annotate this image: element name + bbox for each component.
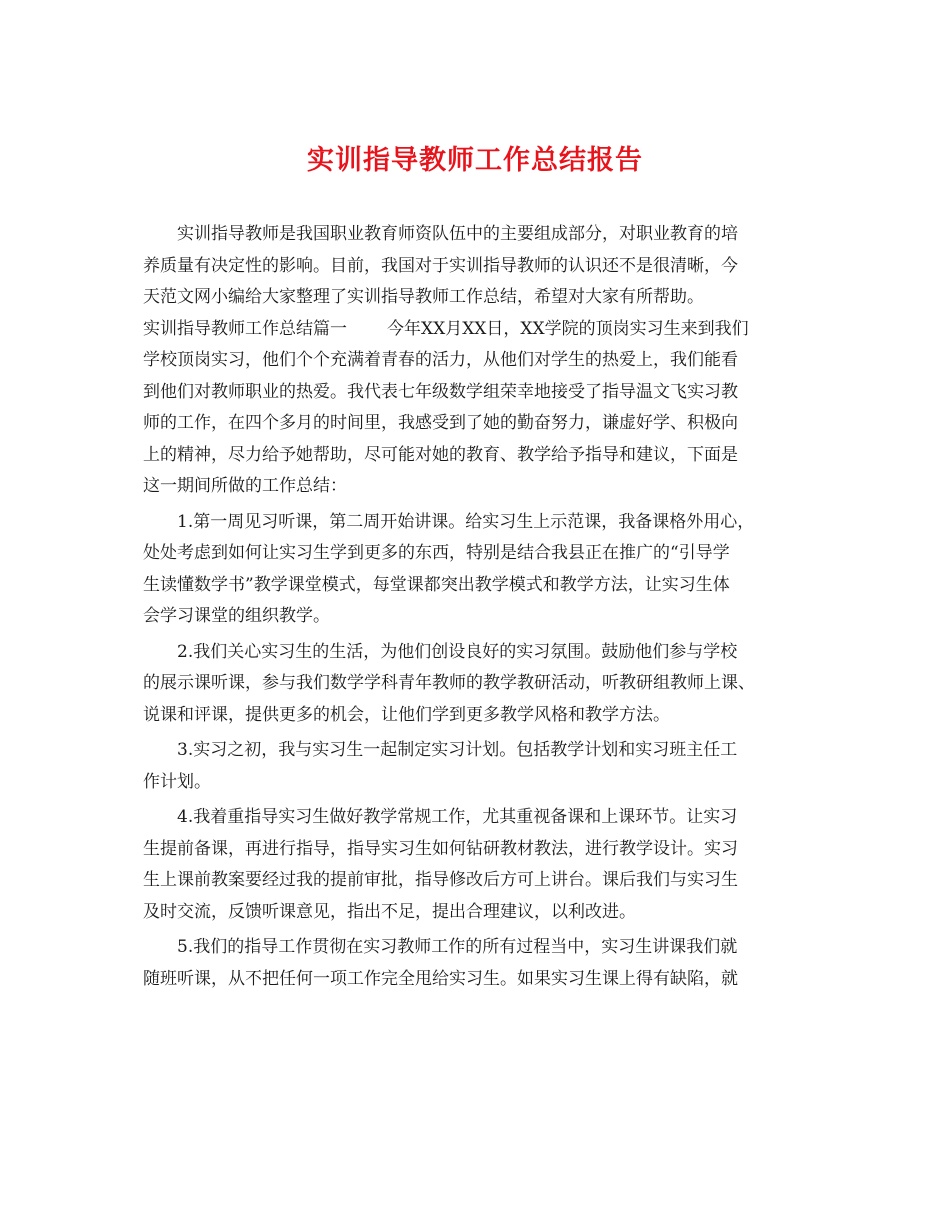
text-line: 到他们对教师职业的热爱。我代表七年级数学组荣幸地接受了指导温文飞实习教 xyxy=(143,381,738,402)
text-line: 生上课前教案要经过我的提前审批，指导修改后方可上讲台。课后我们与实习生 xyxy=(143,870,738,890)
text-line: 实训指导教师是我国职业教育师资队伍中的主要组成部分，对职业教育的培 xyxy=(177,224,738,244)
text-line: 会学习课堂的组织教学。 xyxy=(143,606,330,626)
text-line: 作计划。 xyxy=(143,771,211,792)
text-line: 随班听课，从不把任何一项工作完全甩给实习生。如果实习生课上得有缺陷，就 xyxy=(143,968,738,989)
text-line: 生读懂数学书”教学课堂模式，每堂课都突出教学模式和教学方法，让实习生体 xyxy=(143,574,730,595)
text-line: 天范文网小编给大家整理了实训指导教师工作总结，希望对大家有所帮助。 xyxy=(143,287,704,307)
text-line: 说课和评课，提供更多的机会，让他们学到更多教学风格和教学方法。 xyxy=(143,704,670,725)
text-line: 1.第一周见习听课，第二周开始讲课。给实习生上示范课，我备课格外用心， xyxy=(177,511,755,532)
text-line: 3.实习之初，我与实习生一起制定实习计划。包括教学计划和实习班主任工 xyxy=(177,740,738,760)
text-line: 的展示课听课，参与我们数学学科青年教师的教学教研活动，听教研组教师上课、 xyxy=(143,673,755,693)
text-line: 养质量有决定性的影响。目前，我国对于实训指导教师的认识还不是很清晰，今 xyxy=(143,255,738,276)
section-heading: 实训指导教师工作总结篇一 xyxy=(143,318,347,339)
section-first-line: 今年XX月XX日，XX学院的顶岗实习生来到我们 xyxy=(387,318,749,339)
text-line: 师的工作，在四个多月的时间里，我感受到了她的勤奋努力，谦虚好学、积极向 xyxy=(143,413,738,433)
text-line: 学校顶岗实习，他们个个充满着青春的活力，从他们对学生的热爱上，我们能看 xyxy=(143,350,738,370)
text-line: 处处考虑到如何让实习生学到更多的东西，特别是结合我县正在推广的“引导学 xyxy=(143,543,730,563)
text-line: 5.我们的指导工作贯彻在实习教师工作的所有过程当中，实习生讲课我们就 xyxy=(177,937,738,957)
text-line: 2.我们关心实习生的生活，为他们创设良好的实习氛围。鼓励他们参与学校 xyxy=(177,641,738,662)
text-line: 上的精神，尽力给予她帮助，尽可能对她的教育、教学给予指导和建议，下面是 xyxy=(143,444,738,465)
text-line xyxy=(143,314,806,346)
text-line: 及时交流，反馈听课意见，指出不足，提出合理建议，以利改进。 xyxy=(143,901,636,922)
document-body xyxy=(143,219,806,995)
text-line: 这一期间所做的工作总结： xyxy=(143,476,347,496)
document-title: 实训指导教师工作总结报告 xyxy=(307,145,643,176)
text-line: 4.我着重指导实习生做好教学常规工作，尤其重视备课和上课环节。让实习 xyxy=(177,807,738,827)
text-line: 生提前备课，再进行指导，指导实习生如何钻研教材教法，进行教学设计。实习 xyxy=(143,838,738,859)
